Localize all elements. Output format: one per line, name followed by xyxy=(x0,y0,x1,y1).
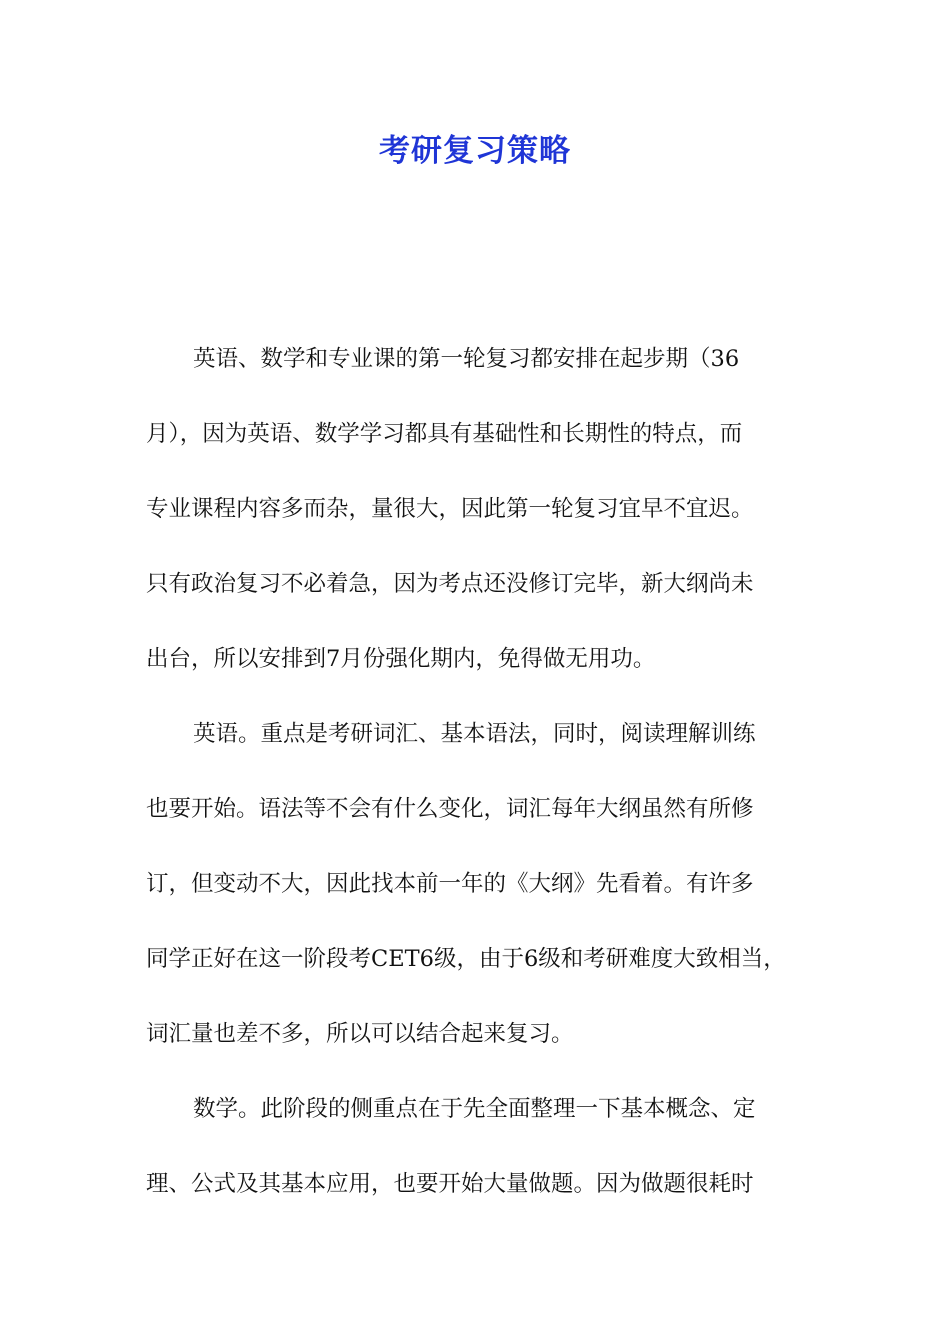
paragraph-2-line-3: 订，但变动不大，因此找本前一年的《大纲》先看着。有许多 xyxy=(146,871,754,897)
paragraph-1-line-3: 专业课程内容多而杂，量很大，因此第一轮复习宜早不宜迟。 xyxy=(146,496,754,522)
paragraph-1-line-4: 只有政治复习不必着急，因为考点还没修订完毕，新大纲尚未 xyxy=(146,571,754,597)
document-title: 考研复习策略 xyxy=(379,133,571,169)
paragraph-1-line-1: 英语、数学和专业课的第一轮复习都安排在起步期（36 xyxy=(193,346,740,372)
paragraph-1-line-5: 出台，所以安排到7月份强化期内，免得做无用功。 xyxy=(146,646,656,672)
paragraph-1-line-2: 月），因为英语、数学学习都具有基础性和长期性的特点，而 xyxy=(146,421,743,447)
paragraph-2-line-1: 英语。重点是考研词汇、基本语法，同时，阅读理解训练 xyxy=(193,721,756,747)
paragraph-3-line-2: 理、公式及其基本应用，也要开始大量做题。因为做题很耗时 xyxy=(146,1171,754,1197)
paragraph-3-line-1: 数学。此阶段的侧重点在于先全面整理一下基本概念、定 xyxy=(193,1096,756,1122)
paragraph-2-line-2: 也要开始。语法等不会有什么变化，词汇每年大纲虽然有所修 xyxy=(146,796,754,822)
paragraph-2-line-5: 词汇量也差不多，所以可以结合起来复习。 xyxy=(146,1021,574,1047)
paragraph-2-line-4: 同学正好在这一阶段考CET6级，由于6级和考研难度大致相当， xyxy=(146,946,786,972)
